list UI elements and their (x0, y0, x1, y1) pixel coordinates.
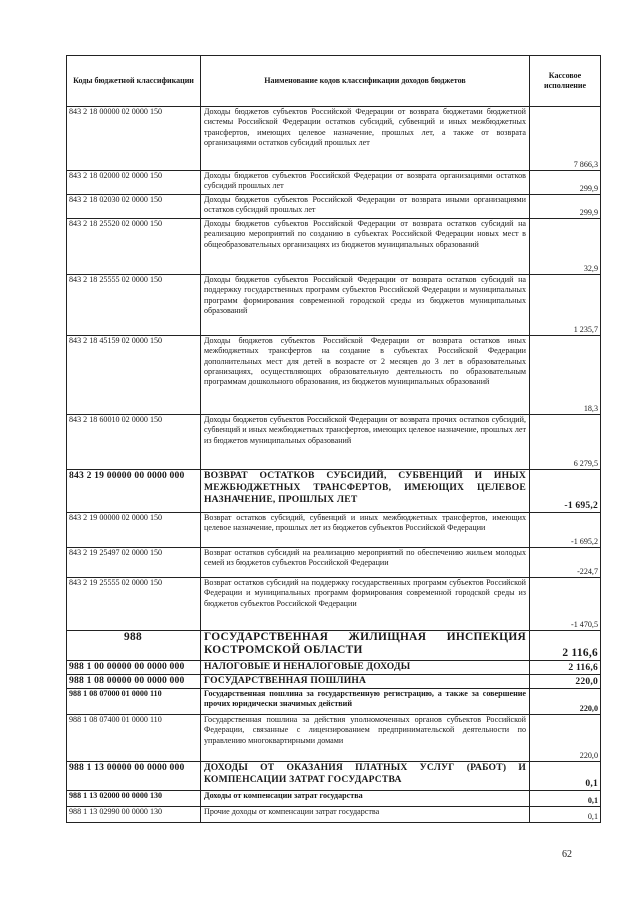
row-name: ДОХОДЫ ОТ ОКАЗАНИЯ ПЛАТНЫХ УСЛУГ (РАБОТ) И КОМПЕНСАЦИИ ЗАТРАТ ГОСУДАРСТВА (201, 762, 530, 791)
table-row (67, 470, 601, 513)
header-name: Наименование кодов классификации доходов бюджетов (201, 56, 530, 107)
row-name: Доходы бюджетов субъектов Российской Федерации от возврата прочих остатков субсидий, субвенций и иных межбюджетных трансфертов, имеющих целевое назначение, прошлых лет из бюджетов муниципальных образований (201, 415, 530, 470)
table-row (67, 219, 601, 275)
table-row (67, 762, 601, 791)
row-value: 2 116,6 (530, 631, 601, 661)
row-code: 988 1 13 02000 00 0000 130 (67, 791, 201, 807)
row-name: Доходы бюджетов субъектов Российской Федерации от возврата бюджетами бюджетной системы Российской Федерации остатков субсидий, субвенций и иных межбюджетных трансфертов, имеющих целевое назначение, прошлых лет, а также от возврата организациями остатков субсидий прошлых лет (201, 107, 530, 171)
table-row (67, 336, 601, 415)
row-name: ГОСУДАРСТВЕННАЯ ЖИЛИЩНАЯ ИНСПЕКЦИЯ КОСТРОМСКОЙ ОБЛАСТИ (201, 631, 530, 661)
row-name: Доходы бюджетов субъектов Российской Федерации от возврата организациями остатков субсидий прошлых лет (201, 171, 530, 195)
row-name: НАЛОГОВЫЕ И НЕНАЛОГОВЫЕ ДОХОДЫ (201, 661, 530, 675)
row-name: Возврат остатков субсидий на поддержку государственных программ субъектов Российской Федерации и муниципальных программ формирования современной городской среды из бюджетов субъектов Российской Федерации (201, 578, 530, 631)
table-row (67, 513, 601, 548)
row-code: 843 2 18 25555 02 0000 150 (67, 275, 201, 336)
row-code: 988 1 08 00000 00 0000 000 (67, 675, 201, 689)
table-row (67, 107, 601, 171)
table-row (67, 415, 601, 470)
row-value: 220,0 (530, 675, 601, 689)
table-row (67, 195, 601, 219)
row-value: -1 695,2 (530, 470, 601, 513)
row-name: Доходы от компенсации затрат государства (201, 791, 530, 807)
row-value: 6 279,5 (530, 415, 601, 470)
row-code: 843 2 19 25497 02 0000 150 (67, 548, 201, 578)
row-code: 988 1 08 07000 01 0000 110 (67, 689, 201, 715)
row-value: 2 116,6 (530, 661, 601, 675)
table-row (67, 275, 601, 336)
row-name: Доходы бюджетов субъектов Российской Федерации от возврата остатков субсидий на поддержку государственных программ субъектов Российской Федерации и муниципальных программ формирования современной городской среды из бюджетов муниципальных образований (201, 275, 530, 336)
table-row (67, 715, 601, 762)
page-number: 62 (562, 849, 572, 860)
row-value: -1 470,5 (530, 578, 601, 631)
table-row (67, 689, 601, 715)
row-code: 988 (67, 631, 201, 661)
row-value: 220,0 (530, 689, 601, 715)
row-code: 843 2 18 02000 02 0000 150 (67, 171, 201, 195)
row-code: 843 2 19 00000 02 0000 150 (67, 513, 201, 548)
row-value: -224,7 (530, 548, 601, 578)
header-value: Кассовое исполнение (530, 56, 601, 107)
row-name: Возврат остатков субсидий на реализацию мероприятий по обеспечению жильем молодых семей из бюджетов субъектов Российской Федерации (201, 548, 530, 578)
row-name: Доходы бюджетов субъектов Российской Федерации от возврата остатков иных межбюджетных трансфертов на создание в субъектах Российской Федерации дополнительных мест для детей в возрасте от 2 месяцев до 3 лет в образовательных организациях, осуществляющих образовательную деятельность по образовательным программам дошкольного образования, из бюджетов муниципальных образований (201, 336, 530, 415)
row-code: 988 1 13 02990 00 0000 130 (67, 807, 201, 823)
row-code: 988 1 08 07400 01 0000 110 (67, 715, 201, 762)
row-name: Государственная пошлина за государственную регистрацию, а также за совершение прочих юридически значимых действий (201, 689, 530, 715)
row-code: 843 2 18 25520 02 0000 150 (67, 219, 201, 275)
row-value: -1 695,2 (530, 513, 601, 548)
row-value: 0,1 (530, 762, 601, 791)
row-value: 0,1 (530, 807, 601, 823)
table-row (67, 675, 601, 689)
budget-revenue-page (66, 55, 600, 823)
row-name: ГОСУДАРСТВЕННАЯ ПОШЛИНА (201, 675, 530, 689)
revenue-table (66, 55, 601, 823)
row-value: 32,9 (530, 219, 601, 275)
table-row (67, 791, 601, 807)
row-value: 299,9 (530, 171, 601, 195)
row-name: ВОЗВРАТ ОСТАТКОВ СУБСИДИЙ, СУБВЕНЦИЙ И ИНЫХ МЕЖБЮДЖЕТНЫХ ТРАНСФЕРТОВ, ИМЕЮЩИХ ЦЕЛЕВОЕ НАЗНАЧЕНИЕ, ПРОШЛЫХ ЛЕТ (201, 470, 530, 513)
row-code: 843 2 19 00000 00 0000 000 (67, 470, 201, 513)
row-value: 1 235,7 (530, 275, 601, 336)
row-name: Доходы бюджетов субъектов Российской Федерации от возврата иными организациями остатков субсидий прошлых лет (201, 195, 530, 219)
row-code: 843 2 18 00000 02 0000 150 (67, 107, 201, 171)
row-code: 988 1 13 00000 00 0000 000 (67, 762, 201, 791)
row-code: 843 2 18 60010 02 0000 150 (67, 415, 201, 470)
table-row (67, 661, 601, 675)
row-name: Государственная пошлина за действия уполномоченных органов субъектов Российской Федерации, связанные с лицензированием предпринимательской деятельности по управлению многоквартирными домами (201, 715, 530, 762)
table-row (67, 631, 601, 661)
row-name: Возврат остатков субсидий, субвенций и иных межбюджетных трансфертов, имеющих целевое назначение, прошлых лет из бюджетов субъектов Российской Федерации (201, 513, 530, 548)
row-code: 843 2 18 45159 02 0000 150 (67, 336, 201, 415)
table-row (67, 548, 601, 578)
table-row (67, 807, 601, 823)
table-row (67, 578, 601, 631)
row-code: 843 2 19 25555 02 0000 150 (67, 578, 201, 631)
row-name: Доходы бюджетов субъектов Российской Федерации от возврата остатков субсидий на реализацию мероприятий по созданию в субъектах Российской Федерации новых мест в общеобразовательных организациях из бюджетов муниципальных образований (201, 219, 530, 275)
row-code: 843 2 18 02030 02 0000 150 (67, 195, 201, 219)
row-value: 7 866,3 (530, 107, 601, 171)
row-name: Прочие доходы от компенсации затрат государства (201, 807, 530, 823)
row-value: 299,9 (530, 195, 601, 219)
row-value: 220,0 (530, 715, 601, 762)
header-codes: Коды бюджетной классификации (67, 56, 201, 107)
row-value: 0,1 (530, 791, 601, 807)
row-code: 988 1 00 00000 00 0000 000 (67, 661, 201, 675)
table-header-row (67, 56, 601, 107)
row-value: 18,3 (530, 336, 601, 415)
table-row (67, 171, 601, 195)
